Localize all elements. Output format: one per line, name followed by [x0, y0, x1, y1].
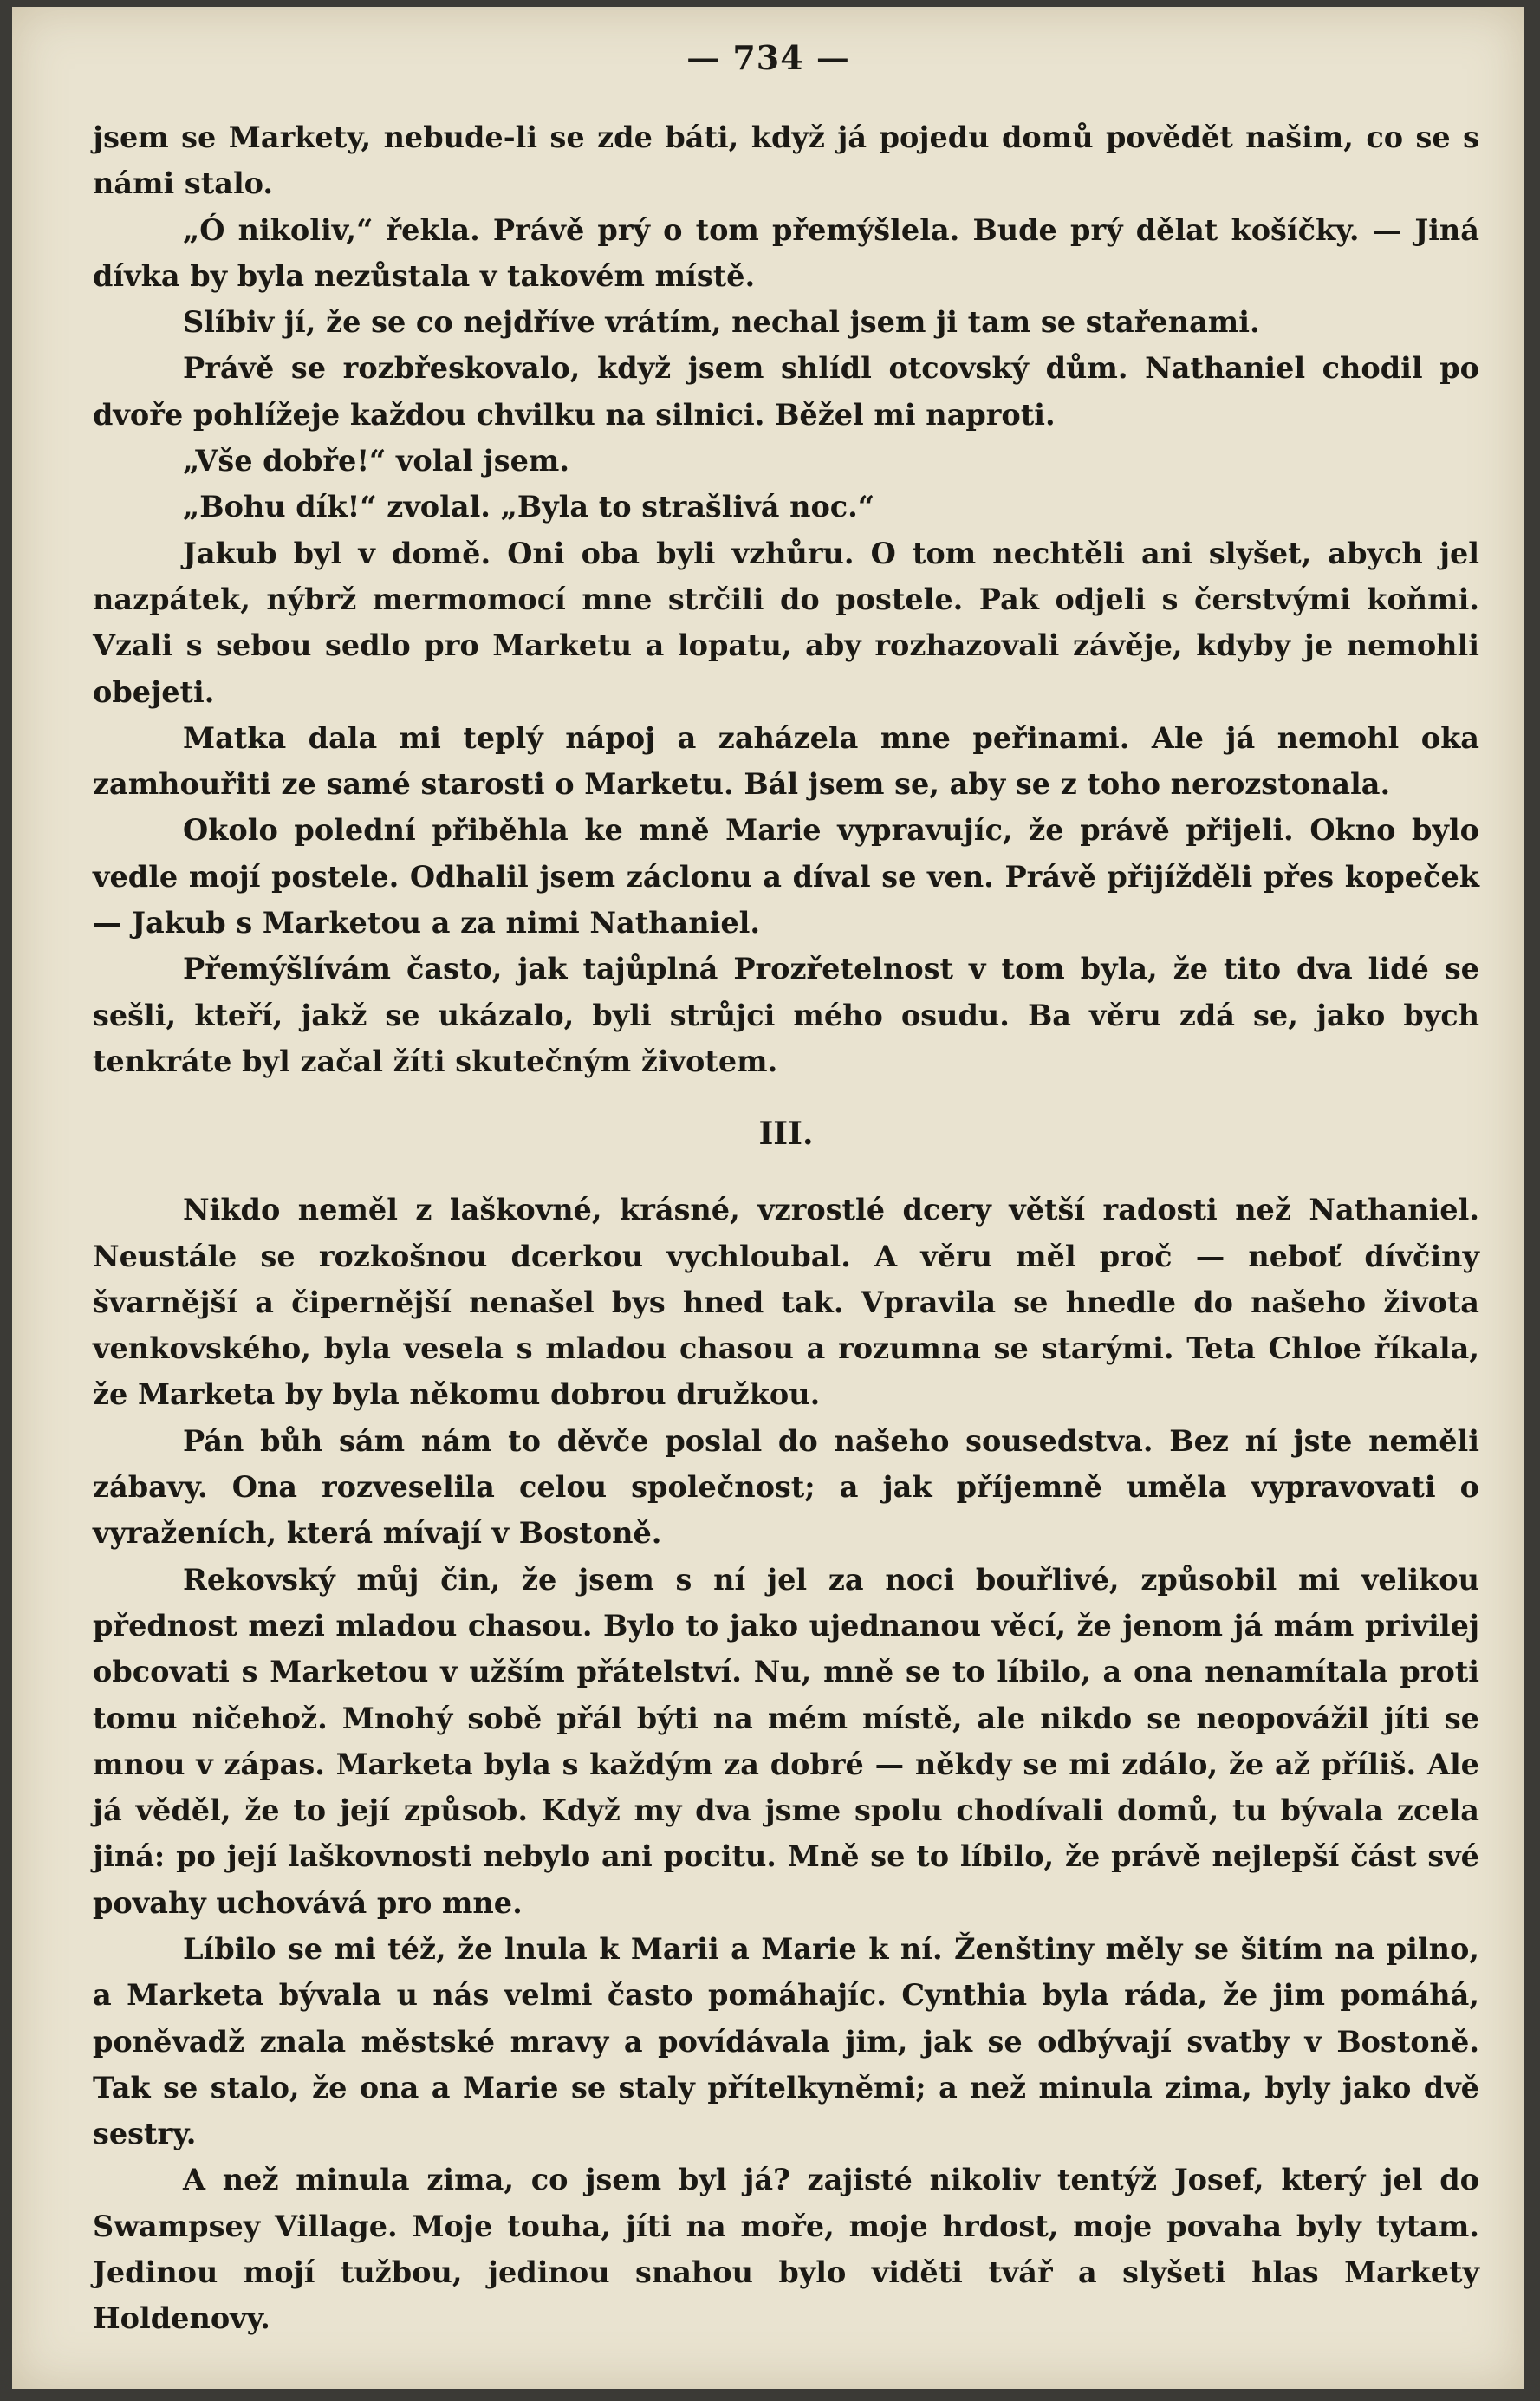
paragraph: Rekovský můj čin, že jsem s ní jel za noci bouřlivé, způsobil mi velikou přednost mezi mladou chasou. Bylo to jako ujednanou věcí, že jenom já mám privilej obcovati s Marketou v užším přátelství. Nu, mně se to líbilo, a ona nenamítala proti tomu ničehož. Mnohý sobě přál býti na mém místě, ale nikdo se neopovážil jíti se mnou v zápas. Marketa byla s každým za dobré — někdy se mi zdálo, že až příliš. Ale já věděl, že to její způsob. Když my dva jsme spolu chodívali domů, tu bývala zcela jiná: po její laškovnosti nebylo ani pocitu. Mně se to líbilo, že právě nejlepší část své povahy uchovává pro mne.: [93, 1562, 1479, 1920]
page-number: — 734 —: [686, 38, 850, 77]
paragraph: „Bohu dík!“ zvolal. „Byla to strašlivá noc.“: [183, 490, 875, 524]
paragraph: Líbilo se mi též, že lnula k Marii a Marie k ní. Ženštiny měly se šitím na pilno, a Marketa bývala u nás velmi často pomáhajíc. Cynthia byla ráda, že jim pomáhá, poněvadž znala městské mravy a povídávala jim, jak se odbývají svatby v Bostoně. Tak se stalo, že ona a Marie se staly přítelkyněmi; a než minula zima, byly jako dvě sestry.: [93, 1931, 1479, 2151]
paragraph: „Ó nikoliv,“ řekla. Právě prý o tom přemýšlela. Bude prý dělat košíčky. — Jiná dívka by byla nezůstala v takovém místě.: [93, 212, 1479, 293]
paragraph: Přemýšlívám často, jak tajůplná Prozřetelnost v tom byla, že tito dva lidé se sešli, kteří, jakž se ukázalo, byli strůjci mého osudu. Ba věru zdá se, jako bych tenkráte byl začal žíti skutečným životem.: [93, 952, 1479, 1078]
paragraph: A než minula zima, co jsem byl já? zajisté nikoliv tentýž Josef, který jel do Swampsey Village. Moje touha, jíti na moře, moje hrdost, moje povaha byly tytam. Jedinou mojí tužbou, jedinou snahou bylo viděti tvář a slyšeti hlas Markety Holdenovy.: [93, 2163, 1479, 2336]
paragraph: Matka dala mi teplý nápoj a zaházela mne peřinami. Ale já nemohl oka zamhouřiti ze samé starosti o Marketu. Bál jsem se, aby se z toho nerozstonala.: [93, 720, 1479, 802]
paragraph: jsem se Markety, nebude-li se zde báti, když já pojedu domů povědět našim, co se s námi stalo.: [93, 120, 1479, 201]
page-text: [93, 114, 1479, 2342]
paragraph: „Vše dobře!“ volal jsem.: [183, 444, 570, 478]
paragraph: Nikdo neměl z laškovné, krásné, vzrostlé dcery větší radosti než Nathaniel. Neustále se rozkošnou dcerkou vychloubal. A věru měl proč — neboť dívčiny švarnější a čipernější nenašel bys hned tak. Vpravila se hnedle do našeho života venkovského, byla vesela s mladou chasou a rozumna se starými. Teta Chloe říkala, že Marketa by byla někomu dobrou družkou.: [93, 1193, 1479, 1412]
paragraph: Právě se rozbřeskovalo, když jsem shlídl otcovský dům. Nathaniel chodil po dvoře pohlížeje každou chvilku na silnici. Běžel mi naproti.: [93, 351, 1479, 432]
paragraph: Okolo polední přiběhla ke mně Marie vypravujíc, že právě přijeli. Okno bylo vedle mojí postele. Odhalil jsem záclonu a díval se ven. Právě přijížděli přes kopeček — Jakub s Marketou a za nimi Nathaniel.: [93, 813, 1479, 940]
book-page: [12, 7, 1524, 2389]
paragraph: Slíbiv jí, že se co nejdříve vrátím, nechal jsem ji tam se stařenami.: [183, 305, 1260, 340]
section-heading: III.: [758, 1116, 814, 1153]
paragraph: Pán bůh sám nám to děvče poslal do našeho sousedstva. Bez ní jste neměli zábavy. Ona rozveselila celou společnost; a jak příjemně uměla vypravovati o vyraženích, která mívají v Bostoně.: [93, 1423, 1479, 1551]
paragraph: Jakub byl v domě. Oni oba byli vzhůru. O tom nechtěli ani slyšet, abych jel nazpátek, nýbrž mermomocí mne strčili do postele. Pak odjeli s čerstvými koňmi. Vzali s sebou sedlo pro Marketu a lopatu, aby rozhazovali závěje, kdyby je nemohli obejeti.: [93, 536, 1479, 709]
